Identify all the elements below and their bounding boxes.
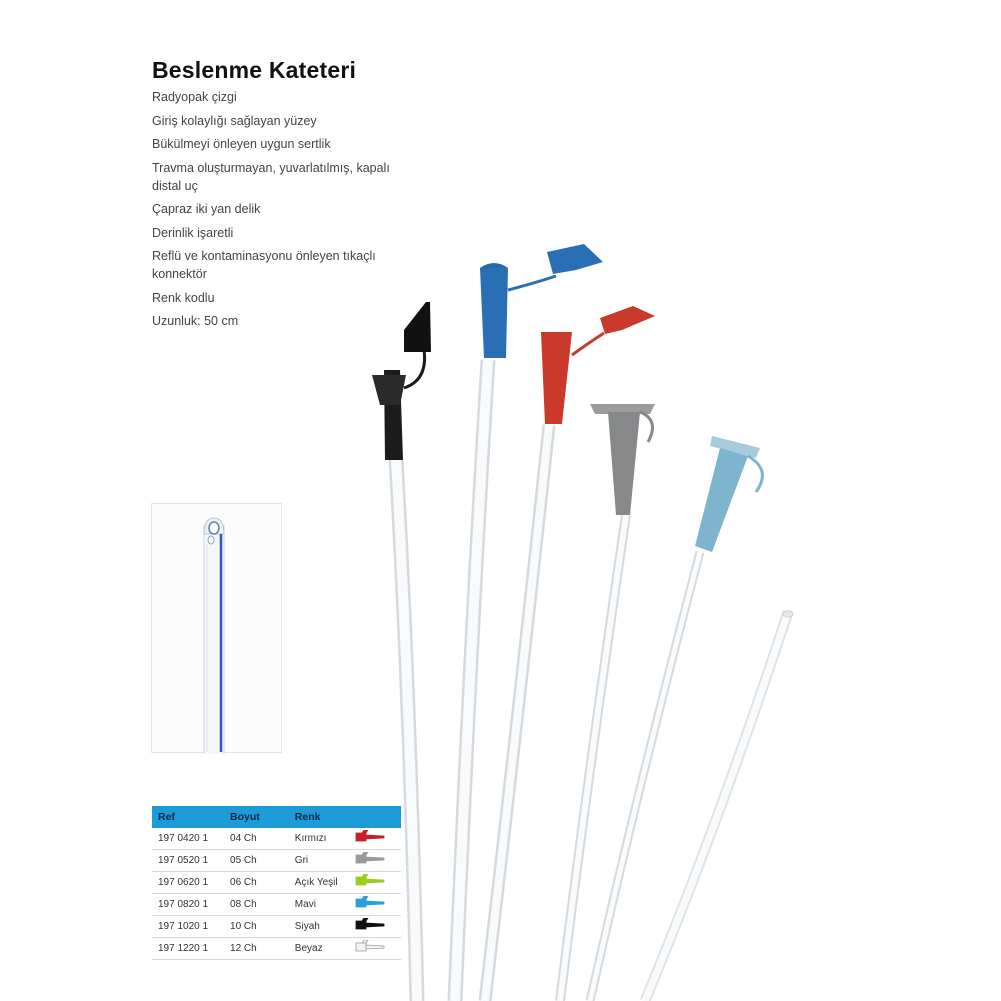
feature-item: Giriş kolaylığı sağlayan yüzey bbox=[152, 113, 317, 128]
table-row bbox=[152, 894, 401, 916]
cell-ref: 197 0420 1 bbox=[152, 828, 224, 850]
table-header-row bbox=[152, 806, 401, 828]
cell-size: 12 Ch bbox=[224, 938, 289, 960]
table-row bbox=[152, 850, 401, 872]
connector-swatch-icon bbox=[354, 852, 388, 866]
cell-swatch bbox=[348, 850, 401, 872]
cell-size: 05 Ch bbox=[224, 850, 289, 872]
page-title: Beslenme Kateteri bbox=[152, 57, 357, 84]
table-row bbox=[152, 916, 401, 938]
connector-swatch-icon bbox=[354, 940, 388, 954]
cell-swatch bbox=[348, 916, 401, 938]
table-row bbox=[152, 872, 401, 894]
cell-size: 10 Ch bbox=[224, 916, 289, 938]
header-size: Boyut bbox=[224, 806, 289, 828]
feature-item: Renk kodlu bbox=[152, 290, 215, 305]
header-color: Renk bbox=[289, 806, 348, 828]
feature-item: Derinlik işaretli bbox=[152, 225, 234, 240]
cell-ref: 197 0620 1 bbox=[152, 872, 224, 894]
header-swatch bbox=[348, 806, 401, 828]
cell-ref: 197 0520 1 bbox=[152, 850, 224, 872]
cell-swatch bbox=[348, 828, 401, 850]
spec-table bbox=[152, 806, 401, 960]
connector-swatch-icon bbox=[354, 918, 388, 932]
connector-swatch-icon bbox=[354, 896, 388, 910]
cell-color: Açık Yeşil bbox=[289, 872, 348, 894]
feature-item: Çapraz iki yan delik bbox=[152, 202, 261, 216]
cell-color: Siyah bbox=[289, 916, 348, 938]
feature-item: Travma oluşturmayan, yuvarlatılmış, kapalı distal uç bbox=[152, 160, 390, 193]
cell-color: Beyaz bbox=[289, 938, 348, 960]
feature-item: Bükülmeyi önleyen uygun sertlik bbox=[152, 137, 331, 151]
cell-size: 04 Ch bbox=[224, 828, 289, 850]
connector-swatch-icon bbox=[354, 874, 388, 888]
cell-swatch bbox=[348, 872, 401, 894]
cell-size: 06 Ch bbox=[224, 872, 289, 894]
cell-ref: 197 1020 1 bbox=[152, 916, 224, 938]
feature-item: Uzunluk: 50 cm bbox=[152, 314, 239, 328]
cell-swatch bbox=[348, 894, 401, 916]
feature-item: Reflü ve kontaminasyonu önleyen tıkaçlı konnektör bbox=[152, 249, 376, 281]
feature-item: Radyopak çizgi bbox=[152, 90, 237, 104]
header-ref: Ref bbox=[152, 806, 224, 828]
table-row bbox=[152, 938, 401, 960]
cell-color: Gri bbox=[289, 850, 348, 872]
cell-color: Kırmızı bbox=[289, 828, 348, 850]
table-row bbox=[152, 828, 401, 850]
cell-color: Mavi bbox=[289, 894, 348, 916]
cell-swatch bbox=[348, 938, 401, 960]
connector-swatch-icon bbox=[354, 830, 388, 844]
cell-size: 08 Ch bbox=[224, 894, 289, 916]
cell-ref: 197 1220 1 bbox=[152, 938, 224, 960]
cell-ref: 197 0820 1 bbox=[152, 894, 224, 916]
